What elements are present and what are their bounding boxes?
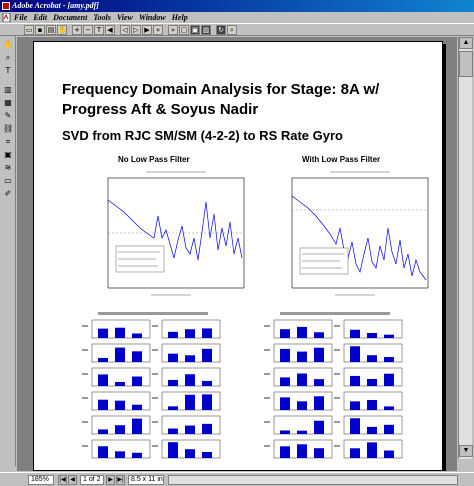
mini-bar [367,442,377,458]
grid-header-mark [280,312,390,315]
mini-bar [202,394,212,410]
toolbar-zoom-out-icon[interactable]: − [83,25,93,35]
menu-item-tools[interactable]: Tools [93,13,111,22]
mini-bar [132,333,142,338]
mini-axis-label-mark [264,445,270,447]
tool-strip [0,36,16,466]
mini-bar [367,379,377,386]
mini-bar [384,335,394,338]
next-page-icon[interactable]: ▶ [106,475,115,485]
mini-bar-panel [334,440,402,458]
mini-bar [297,401,307,410]
mini-axis-label-mark [82,373,88,375]
mini-bar [350,330,360,338]
mini-bar-panel [264,368,332,386]
mini-bar [280,430,290,434]
mini-bar [185,374,195,386]
mini-bar [384,406,394,410]
prev-page-icon[interactable]: ◀ [68,475,77,485]
window-title: Adobe Acrobat - [amy.pdf] [12,1,99,10]
mini-axis-label-mark [152,373,158,375]
toolbar-last-page-icon[interactable]: ▶ [142,25,152,35]
mini-bar [115,401,125,410]
menu-items [14,12,188,23]
note-tool-icon[interactable]: ✎ [4,111,12,120]
hand-tool-icon[interactable]: ✋ [3,40,13,49]
mini-axis-label-mark [264,373,270,375]
mini-bar-panel [152,440,220,458]
document-icon [2,13,11,22]
mini-bar-panel [264,440,332,458]
graphics-select-icon[interactable]: ▦ [4,98,12,107]
menu-bar [0,12,474,23]
mini-bar-panel [152,416,220,434]
mini-axis-label-mark [82,325,88,327]
scroll-down-arrow-icon[interactable]: ▼ [459,445,473,457]
left-column-heading: No Low Pass Filter [118,155,190,164]
mini-bar-panel [82,344,150,362]
mini-axis-label-mark [334,349,340,351]
mini-bar [115,425,125,434]
menu-item-help[interactable]: Help [171,13,188,22]
mini-bar [314,421,324,434]
mini-bar [297,352,307,362]
vertical-scrollbar[interactable] [458,37,472,459]
toolbar-fit-page-icon[interactable]: ▣ [191,26,199,34]
text-select-icon[interactable]: T [5,66,11,75]
toolbar-find-icon[interactable]: ⌕ [227,25,237,35]
crop-tool-icon[interactable]: ⌗ [5,137,11,146]
mini-bar-panel [82,440,150,458]
mini-bar [132,419,142,434]
mini-bar [297,444,307,458]
mini-bar [132,351,142,362]
mini-bar-panel [152,344,220,362]
mini-bar [314,348,324,362]
mini-bar-panel [82,416,150,434]
mini-bar [168,442,178,458]
toolbar-save-icon[interactable]: ▪ [35,25,45,35]
mini-bar-panel [334,344,402,362]
toolbar-select-text-icon[interactable]: T [94,25,104,35]
toolbar-prev-page-icon[interactable]: ◁ [120,25,130,35]
mini-bar [202,424,212,434]
toolbar-open-icon[interactable]: ▭ [25,26,33,34]
mini-bar [98,374,108,386]
toolbar-forward-icon[interactable]: » [168,25,178,35]
column-select-icon[interactable]: ▥ [4,85,12,94]
mini-bar [350,448,360,458]
mini-bar-panel [82,392,150,410]
mini-bar [185,355,195,362]
toolbar-hand-icon[interactable]: ✋ [58,26,67,34]
mini-axis-label-mark [334,397,340,399]
mini-bar [185,395,195,410]
mini-bar [384,357,394,362]
mini-bar [98,400,108,410]
mini-bar-panel [264,320,332,338]
page-subtitle: SVD from RJC SM/SM (4-2-2) to RS Rate Gyro [62,128,343,143]
mini-bar-panel [334,416,402,434]
menu-item-document[interactable]: Document [53,13,88,22]
mini-bar [168,332,178,338]
mini-axis-label-mark [264,397,270,399]
mini-axis-label-mark [82,421,88,423]
toolbar-print-icon[interactable]: ▤ [47,26,55,34]
mini-bar [185,426,195,434]
link-tool-icon[interactable]: ⛓ [3,124,14,133]
title-line-1: Frequency Domain Analysis for Stage: 8A w/ [62,81,380,98]
mini-bar-panel [82,368,150,386]
mini-bar-panel [334,392,402,410]
mini-bar [115,451,125,458]
menu-item-file[interactable]: File [14,13,28,22]
left-plot-svg [96,168,246,298]
mini-bar [168,380,178,386]
mini-bar [367,400,377,410]
page-size-field: 8.5 x 11 in [128,475,164,485]
mini-axis-label-mark [82,445,88,447]
mini-bar [297,373,307,386]
grid-header-mark [98,312,208,315]
horizontal-scrollbar[interactable] [168,475,458,485]
right-bar-grid-svg [260,312,410,467]
pdf-page [33,41,443,471]
mini-axis-label-mark [152,349,158,351]
mini-bar [202,452,212,458]
toolbar-zoom-in-icon[interactable]: + [72,25,82,35]
zoom-tool-icon[interactable]: ⌕ [5,53,11,62]
mini-bar [367,427,377,434]
mini-bar [98,446,108,458]
mini-axis-label-mark [334,445,340,447]
mini-bar [367,333,377,338]
mini-bar [314,396,324,410]
left-bar-grid-svg [78,312,228,467]
mini-bar [350,346,360,362]
thread-tool-icon[interactable]: ≋ [4,163,12,172]
mini-bar [115,382,125,386]
acrobat-app-icon [2,2,10,10]
form-tool-icon[interactable]: ▭ [4,176,12,185]
scroll-thumb[interactable] [459,51,473,77]
toolbar [0,23,474,36]
mini-bar-panel [152,392,220,410]
mini-bar [115,348,125,362]
mini-axis-label-mark [264,325,270,327]
mini-bar [350,376,360,386]
toolbar-next-page-icon[interactable]: ▷ [131,25,141,35]
toolbar-fit-width-icon[interactable]: ▥ [202,26,210,34]
right-frequency-plot [280,168,430,298]
mini-bar [280,377,290,386]
mini-axis-label-mark [264,349,270,351]
mini-bar-panel [264,344,332,362]
mini-bar-panel [334,320,402,338]
mini-axis-label-mark [152,421,158,423]
last-page-icon[interactable]: ▶| [117,477,124,483]
first-page-icon[interactable]: |◀ [59,477,66,483]
mini-bar [98,358,108,362]
mini-bar [367,355,377,362]
mini-bar [132,377,142,386]
mini-bar [168,354,178,362]
left-bar-grid [78,312,228,467]
mini-bar [384,451,394,458]
mini-bar [280,349,290,362]
mini-axis-label-mark [334,325,340,327]
mini-bar [314,448,324,458]
mini-bar [384,374,394,386]
menu-item-edit[interactable]: Edit [33,13,48,22]
mini-bar-panel [264,416,332,434]
mini-bar [297,327,307,338]
mini-bar [280,397,290,410]
page-indicator[interactable]: 1 of 2 [80,475,104,485]
mini-bar [132,453,142,458]
right-plot-svg [280,168,430,298]
menu-item-view[interactable]: View [116,13,133,22]
mini-bar [202,381,212,386]
mini-bar-panel [152,368,220,386]
mini-axis-label-mark [152,397,158,399]
mini-bar [115,328,125,338]
mini-bar [168,406,178,410]
title-bar [0,0,474,12]
left-frequency-plot [96,168,246,298]
right-bar-grid [260,312,410,467]
mini-bar [168,429,178,434]
mini-axis-label-mark [334,421,340,423]
mini-bar [314,332,324,338]
mini-bar [202,349,212,362]
mini-bar [350,401,360,410]
mini-bar-panel [82,320,150,338]
toolbar-rotate-icon[interactable]: ↻ [216,25,226,35]
toolbar-back-icon[interactable]: « [153,25,163,35]
page-title [62,80,422,120]
mini-bar [98,329,108,338]
right-column-heading: With Low Pass Filter [302,155,381,164]
mini-bar [185,449,195,458]
mini-bar [314,379,324,386]
movie-tool-icon[interactable]: ▣ [4,150,12,159]
mini-bar [384,425,394,434]
title-line-2: Progress Aft & Soyus Nadir [62,101,259,118]
mini-bar [202,328,212,338]
scroll-up-arrow-icon[interactable]: ▲ [459,37,473,49]
mini-bar-panel [334,368,402,386]
mini-axis-label-mark [82,397,88,399]
mini-bar-panel [264,392,332,410]
mini-bar [185,329,195,338]
mini-axis-label-mark [82,349,88,351]
mini-bar [297,431,307,434]
mini-bar [280,329,290,338]
mini-bar [280,446,290,458]
status-bar [0,472,474,486]
menu-item-window[interactable]: Window [138,13,166,22]
mini-bar [132,405,142,410]
mini-axis-label-mark [334,373,340,375]
mini-bar [350,418,360,434]
toolbar-actual-size-icon[interactable]: ▢ [180,26,188,34]
mini-bar-panel [152,320,220,338]
mini-axis-label-mark [152,445,158,447]
mini-axis-label-mark [264,421,270,423]
mini-bar [98,429,108,434]
mini-axis-label-mark [152,325,158,327]
toolbar-first-page-icon[interactable]: ◀ [105,25,115,35]
document-viewport[interactable] [17,37,457,471]
zoom-field[interactable]: 185% [28,475,54,485]
touchup-tool-icon[interactable]: ✐ [4,189,12,198]
